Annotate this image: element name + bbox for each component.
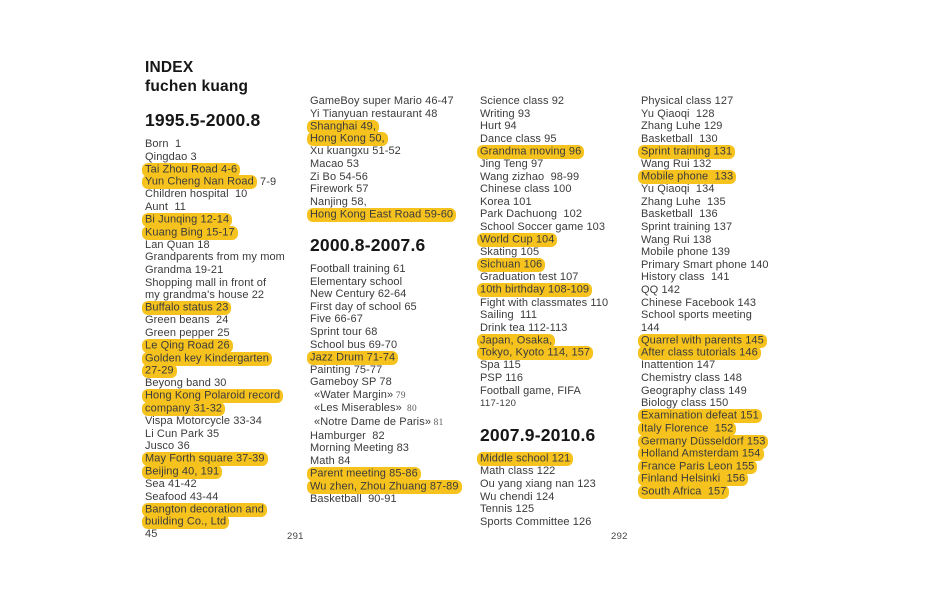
index-entry: [480, 108, 640, 121]
page-number-left: 291: [287, 531, 304, 542]
index-entry: [641, 359, 811, 372]
entry-text: Wang Rui 138: [641, 233, 712, 246]
index-entry: [641, 448, 811, 461]
entry-text: Ou yang xiang nan 123: [480, 478, 596, 491]
index-entry: [480, 95, 640, 108]
index-entry: [480, 271, 640, 284]
entry-text: Jing Teng 97: [480, 157, 544, 170]
entry-text: Grandparents from my mom: [145, 251, 285, 264]
entry-text: QQ 142: [641, 283, 681, 296]
entry-text: Fight with classmates 110: [480, 296, 609, 309]
index-entry: [480, 221, 640, 234]
entry-text: School Soccer game 103: [480, 220, 606, 233]
index-entry: [310, 95, 480, 108]
entry-text: History class 141: [641, 271, 730, 284]
entry-text: Football training 61: [310, 262, 406, 275]
index-entry: [145, 239, 307, 252]
entry-text: Wu chendi 124: [480, 490, 555, 503]
index-entry: [480, 259, 640, 272]
highlight-mark: Bi Junqing 12-14: [142, 213, 232, 227]
highlight-mark: Buffalo status 23: [142, 301, 231, 315]
entry-text: Geography class 149: [641, 384, 747, 397]
entry-text: Sprint tour 68: [310, 325, 378, 338]
index-entry: [145, 214, 307, 227]
index-entry: [145, 151, 307, 164]
entry-text: «Notre Dame de Paris»: [314, 416, 432, 429]
entry-text: Wang zizhao 98-99: [480, 170, 580, 183]
highlight-mark: Holland Amsterdam 154: [638, 447, 764, 461]
entry-text: Wang Rui 132: [641, 157, 712, 170]
highlight-mark: Hong Kong East Road 59-60: [307, 208, 456, 222]
index-entry: [310, 402, 480, 416]
entry-text: Inattention 147: [641, 359, 716, 372]
entry-text: Tennis 125: [480, 503, 535, 516]
index-entry: [641, 271, 811, 284]
index-entry: [145, 226, 307, 239]
index-entry: [145, 377, 307, 390]
index-entry: [145, 176, 307, 189]
highlight-mark: Wu zhen, Zhou Zhuang 87-89: [307, 480, 462, 494]
index-entry: [145, 327, 307, 340]
entry-text: Sea 41-42: [145, 478, 197, 491]
index-entry: [145, 201, 307, 214]
index-entry: [145, 415, 307, 428]
highlight-mark: Parent meeting 85-86: [307, 467, 421, 481]
index-entry: [641, 171, 811, 184]
entry-text: Primary Smart phone 140: [641, 258, 769, 271]
entry-text: Gameboy SP 78: [310, 376, 392, 389]
index-entry: [641, 397, 811, 410]
index-entry: [641, 158, 811, 171]
index-entry: [310, 493, 480, 506]
highlight-mark: Shanghai 49,: [307, 120, 379, 134]
index-entry: [145, 440, 307, 453]
index-entry: [641, 259, 811, 272]
index-entry: [641, 372, 811, 385]
entry-text: Jusco 36: [145, 440, 190, 453]
index-entry: [310, 133, 480, 146]
index-entry: [480, 133, 640, 146]
index-entry: [480, 297, 640, 310]
index-entry: [480, 284, 640, 297]
entry-text: «Water Margin»: [314, 388, 394, 401]
entry-text: Sprint training 137: [641, 220, 733, 233]
entry-text: «Les Miserables»: [314, 402, 402, 415]
index-entry: [145, 402, 307, 415]
entry-text: Science class 92: [480, 95, 565, 107]
index-entry: [641, 208, 811, 221]
index-entry: [310, 171, 480, 184]
highlight-mark: Kuang Bing 15-17: [142, 226, 238, 240]
highlight-mark: World Cup 104: [477, 233, 557, 247]
index-entry: [310, 108, 480, 121]
index-entry: [310, 196, 480, 209]
index-entry: [310, 313, 480, 326]
highlight-mark: Yun Cheng Nan Road: [142, 175, 257, 189]
highlight-mark: Hong Kong 50,: [307, 132, 388, 146]
index-entry: [145, 289, 307, 302]
entry-text: 2007.9-2010.6: [480, 424, 596, 445]
entry-text: 2000.8-2007.6: [310, 234, 426, 255]
index-entry: [145, 465, 307, 478]
index-column-3: [480, 95, 640, 528]
highlight-mark: Bangton decoration and: [142, 503, 267, 517]
index-entry: [310, 208, 480, 221]
entry-text: fuchen kuang: [145, 78, 249, 95]
entry-text: Graduation test 107: [480, 271, 579, 284]
index-entry: [641, 183, 811, 196]
index-entry: [480, 309, 640, 322]
entry-text: GameBoy super Mario 46-47: [310, 95, 454, 107]
entry-text: Football game, FIFA: [480, 384, 581, 397]
index-entry: [145, 302, 307, 315]
entry-text: Vispa Motorcycle 33-34: [145, 415, 262, 428]
index-entry: [480, 120, 640, 133]
index-entry: [145, 188, 307, 201]
entry-text: Children hospital 10: [145, 188, 248, 201]
highlight-mark: Japan, Osaka,: [477, 334, 555, 348]
index-entry: [480, 158, 640, 171]
index-entry: [310, 467, 480, 480]
index-entry: [641, 234, 811, 247]
index-entry: [641, 145, 811, 158]
highlight-mark: Hong Kong Polaroid record: [142, 389, 283, 403]
entry-text: 144: [641, 321, 660, 334]
entry-text: Chinese Facebook 143: [641, 296, 757, 309]
index-entry: [310, 416, 480, 430]
index-entry: [310, 351, 480, 364]
index-entry: [480, 385, 640, 398]
entry-text: 117-120: [480, 398, 517, 410]
index-entry: [310, 120, 480, 133]
entry-text: 79: [393, 390, 406, 401]
index-entry: [145, 453, 307, 466]
index-entry: [641, 334, 811, 347]
entry-text: Hamburger 82: [310, 429, 385, 442]
index-entry: [145, 428, 307, 441]
entry-text: Painting 75-77: [310, 363, 383, 376]
index-entry: [641, 309, 811, 322]
highlight-mark: Mobile phone 133: [638, 170, 736, 184]
index-entry: [145, 365, 307, 378]
entry-text: Qingdao 3: [145, 150, 197, 163]
entry-text: 1995.5-2000.8: [145, 110, 261, 130]
index-entry: [480, 171, 640, 184]
entry-text: Drink tea 112-113: [480, 321, 568, 334]
entry-text: Zhang Luhe 129: [641, 120, 723, 133]
index-entry: [641, 120, 811, 133]
index-entry: [145, 390, 307, 403]
index-column-4: [641, 95, 811, 498]
index-entry: [641, 196, 811, 209]
highlight-mark: Sprint training 131: [638, 145, 735, 159]
highlight-mark: Golden key Kindergarten: [142, 352, 272, 366]
index-entry: [641, 95, 811, 108]
index-entry: [641, 108, 811, 121]
highlight-mark: Tokyo, Kyoto 114, 157: [477, 346, 593, 360]
index-entry: [480, 347, 640, 360]
index-entry: [310, 326, 480, 339]
entry-text: School sports meeting: [641, 309, 752, 322]
highlight-mark: Finland Helsinki 156: [638, 472, 748, 486]
section-header: [145, 110, 307, 130]
entry-text: Biology class 150: [641, 397, 729, 410]
entry-text: Writing 93: [480, 107, 531, 120]
entry-text: Beyong band 30: [145, 377, 227, 390]
index-entry: [641, 485, 811, 498]
index-entry: [480, 478, 640, 491]
index-entry: [641, 133, 811, 146]
index-entry: [145, 516, 307, 529]
entry-text: Firework 57: [310, 183, 369, 196]
highlight-mark: building Co., Ltd: [142, 515, 229, 529]
index-entry: [310, 263, 480, 276]
entry-text: Math 84: [310, 454, 351, 467]
index-entry: [641, 347, 811, 360]
entry-text: Mobile phone 139: [641, 246, 731, 259]
index-entry: [145, 528, 307, 541]
entry-text: Spa 115: [480, 359, 521, 372]
highlight-mark: Middle school 121: [477, 452, 573, 466]
index-entry: [145, 163, 307, 176]
index-entry: [480, 453, 640, 466]
entry-text: Sports Committee 126: [480, 515, 592, 528]
index-entry: [310, 301, 480, 314]
entry-text: Dance class 95: [480, 132, 557, 145]
entry-text: Green pepper 25: [145, 326, 230, 339]
entry-text: Sailing 111: [480, 309, 538, 322]
index-entry: [145, 352, 307, 365]
highlight-mark: France Paris Leon 155: [638, 460, 757, 474]
entry-text: Macao 53: [310, 157, 360, 170]
index-entry: [641, 322, 811, 335]
entry-text: 7-9: [256, 175, 277, 188]
entry-text: PSP 116: [480, 372, 524, 385]
index-entry: [310, 442, 480, 455]
index-entry: [310, 430, 480, 443]
entry-text: Park Dachuong 102: [480, 208, 583, 221]
entry-text: 80: [401, 404, 417, 415]
highlight-mark: Examination defeat 151: [638, 409, 762, 423]
highlight-mark: Jazz Drum 71-74: [307, 351, 398, 365]
entry-text: Five 66-67: [310, 313, 363, 326]
section-header: [480, 425, 640, 445]
entry-text: Yu Qiaoqi 128: [641, 107, 715, 120]
index-entry: [310, 455, 480, 468]
index-entry: [641, 385, 811, 398]
index-entry: [641, 473, 811, 486]
entry-text: Yi Tianyuan restaurant 48: [310, 107, 438, 120]
section-header: [310, 235, 480, 255]
entry-text: 45: [145, 528, 158, 541]
entry-text: Physical class 127: [641, 95, 734, 107]
index-entry: [641, 435, 811, 448]
entry-text: Born 1: [145, 138, 182, 150]
index-entry: [310, 288, 480, 301]
entry-text: Nanjing 58,: [310, 195, 367, 208]
highlight-mark: South Africa 157: [638, 485, 729, 499]
index-entry: [480, 359, 640, 372]
index-entry: [641, 422, 811, 435]
entry-text: First day of school 65: [310, 300, 417, 313]
index-entry: [480, 503, 640, 516]
index-entry: [641, 410, 811, 423]
entry-text: Basketball 136: [641, 208, 718, 221]
entry-text: Seafood 43-44: [145, 490, 219, 503]
index-entry: [641, 221, 811, 234]
entry-text: Hurt 94: [480, 120, 517, 133]
entry-text: Korea 101: [480, 195, 532, 208]
entry-text: Yu Qiaoqi 134: [641, 183, 715, 196]
index-entry: [480, 183, 640, 196]
index-entry: [310, 183, 480, 196]
index-entry: [310, 339, 480, 352]
index-entry: [480, 397, 640, 411]
entry-text: Basketball 90-91: [310, 492, 397, 505]
entry-text: Zi Bo 54-56: [310, 170, 368, 183]
entry-text: Morning Meeting 83: [310, 442, 410, 455]
highlight-mark: Germany Düsseldorf 153: [638, 435, 768, 449]
index-column-1: [145, 58, 307, 541]
index-entry: [310, 364, 480, 377]
entry-text: Aunt 11: [145, 200, 186, 213]
index-entry: [310, 145, 480, 158]
index-entry: [480, 208, 640, 221]
entry-text: Chemistry class 148: [641, 372, 742, 385]
highlight-mark: 27-29: [142, 364, 177, 378]
highlight-mark: After class tutorials 146: [638, 346, 761, 360]
index-entry: [145, 314, 307, 327]
index-entry: [641, 460, 811, 473]
highlight-mark: Beijing 40, 191: [142, 465, 222, 479]
highlight-mark: May Forth square 37-39: [142, 452, 268, 466]
highlight-mark: 10th birthday 108-109: [477, 283, 592, 297]
index-entry: [145, 251, 307, 264]
index-entry: [480, 234, 640, 247]
index-entry: [480, 465, 640, 478]
entry-text: School bus 69-70: [310, 338, 398, 351]
highlight-mark: Quarrel with parents 145: [638, 334, 767, 348]
entry-text: New Century 62-64: [310, 288, 407, 301]
index-entry: [145, 340, 307, 353]
entry-text: INDEX: [145, 59, 194, 76]
entry-text: Zhang Luhe 135: [641, 195, 726, 208]
index-entry: [310, 389, 480, 403]
index-entry: [145, 491, 307, 504]
index-entry: [145, 138, 307, 151]
page-number-right: 292: [611, 531, 628, 542]
entry-text: Xu kuangxu 51-52: [310, 145, 401, 158]
entry-text: Shopping mall in front of: [145, 276, 267, 289]
index-entry: [145, 503, 307, 516]
index-entry: [480, 145, 640, 158]
entry-text: Skating 105: [480, 246, 540, 259]
entry-text: 81: [431, 418, 444, 429]
index-entry: [310, 158, 480, 171]
index-entry: [480, 246, 640, 259]
index-entry: [480, 516, 640, 529]
index-entry: [310, 276, 480, 289]
entry-text: Grandma 19-21: [145, 263, 224, 276]
highlight-mark: Tai Zhou Road 4-6: [142, 163, 240, 177]
entry-text: Lan Quan 18: [145, 238, 210, 251]
index-entry: [641, 246, 811, 259]
index-title: [145, 77, 307, 96]
highlight-mark: Le Qing Road 26: [142, 339, 233, 353]
entry-text: Chinese class 100: [480, 183, 572, 196]
index-entry: [641, 297, 811, 310]
index-entry: [310, 480, 480, 493]
index-entry: [480, 196, 640, 209]
entry-text: Li Cun Park 35: [145, 427, 220, 440]
index-entry: [480, 491, 640, 504]
entry-text: Math class 122: [480, 465, 556, 478]
entry-text: Elementary school: [310, 275, 403, 288]
index-entry: [145, 478, 307, 491]
highlight-mark: Sichuan 106: [477, 258, 545, 272]
index-entry: [480, 334, 640, 347]
highlight-mark: Grandma moving 96: [477, 145, 584, 159]
index-entry: [145, 264, 307, 277]
entry-text: Green beans 24: [145, 314, 229, 327]
index-title: [145, 58, 307, 77]
index-entry: [480, 322, 640, 335]
entry-text: Basketball 130: [641, 132, 718, 145]
highlight-mark: Italy Florence 152: [638, 422, 736, 436]
index-entry: [480, 372, 640, 385]
index-column-2: [310, 95, 480, 505]
index-entry: [641, 284, 811, 297]
entry-text: my grandma's house 22: [145, 289, 265, 302]
index-entry: [145, 277, 307, 290]
index-entry: [310, 376, 480, 389]
highlight-mark: company 31-32: [142, 402, 225, 416]
